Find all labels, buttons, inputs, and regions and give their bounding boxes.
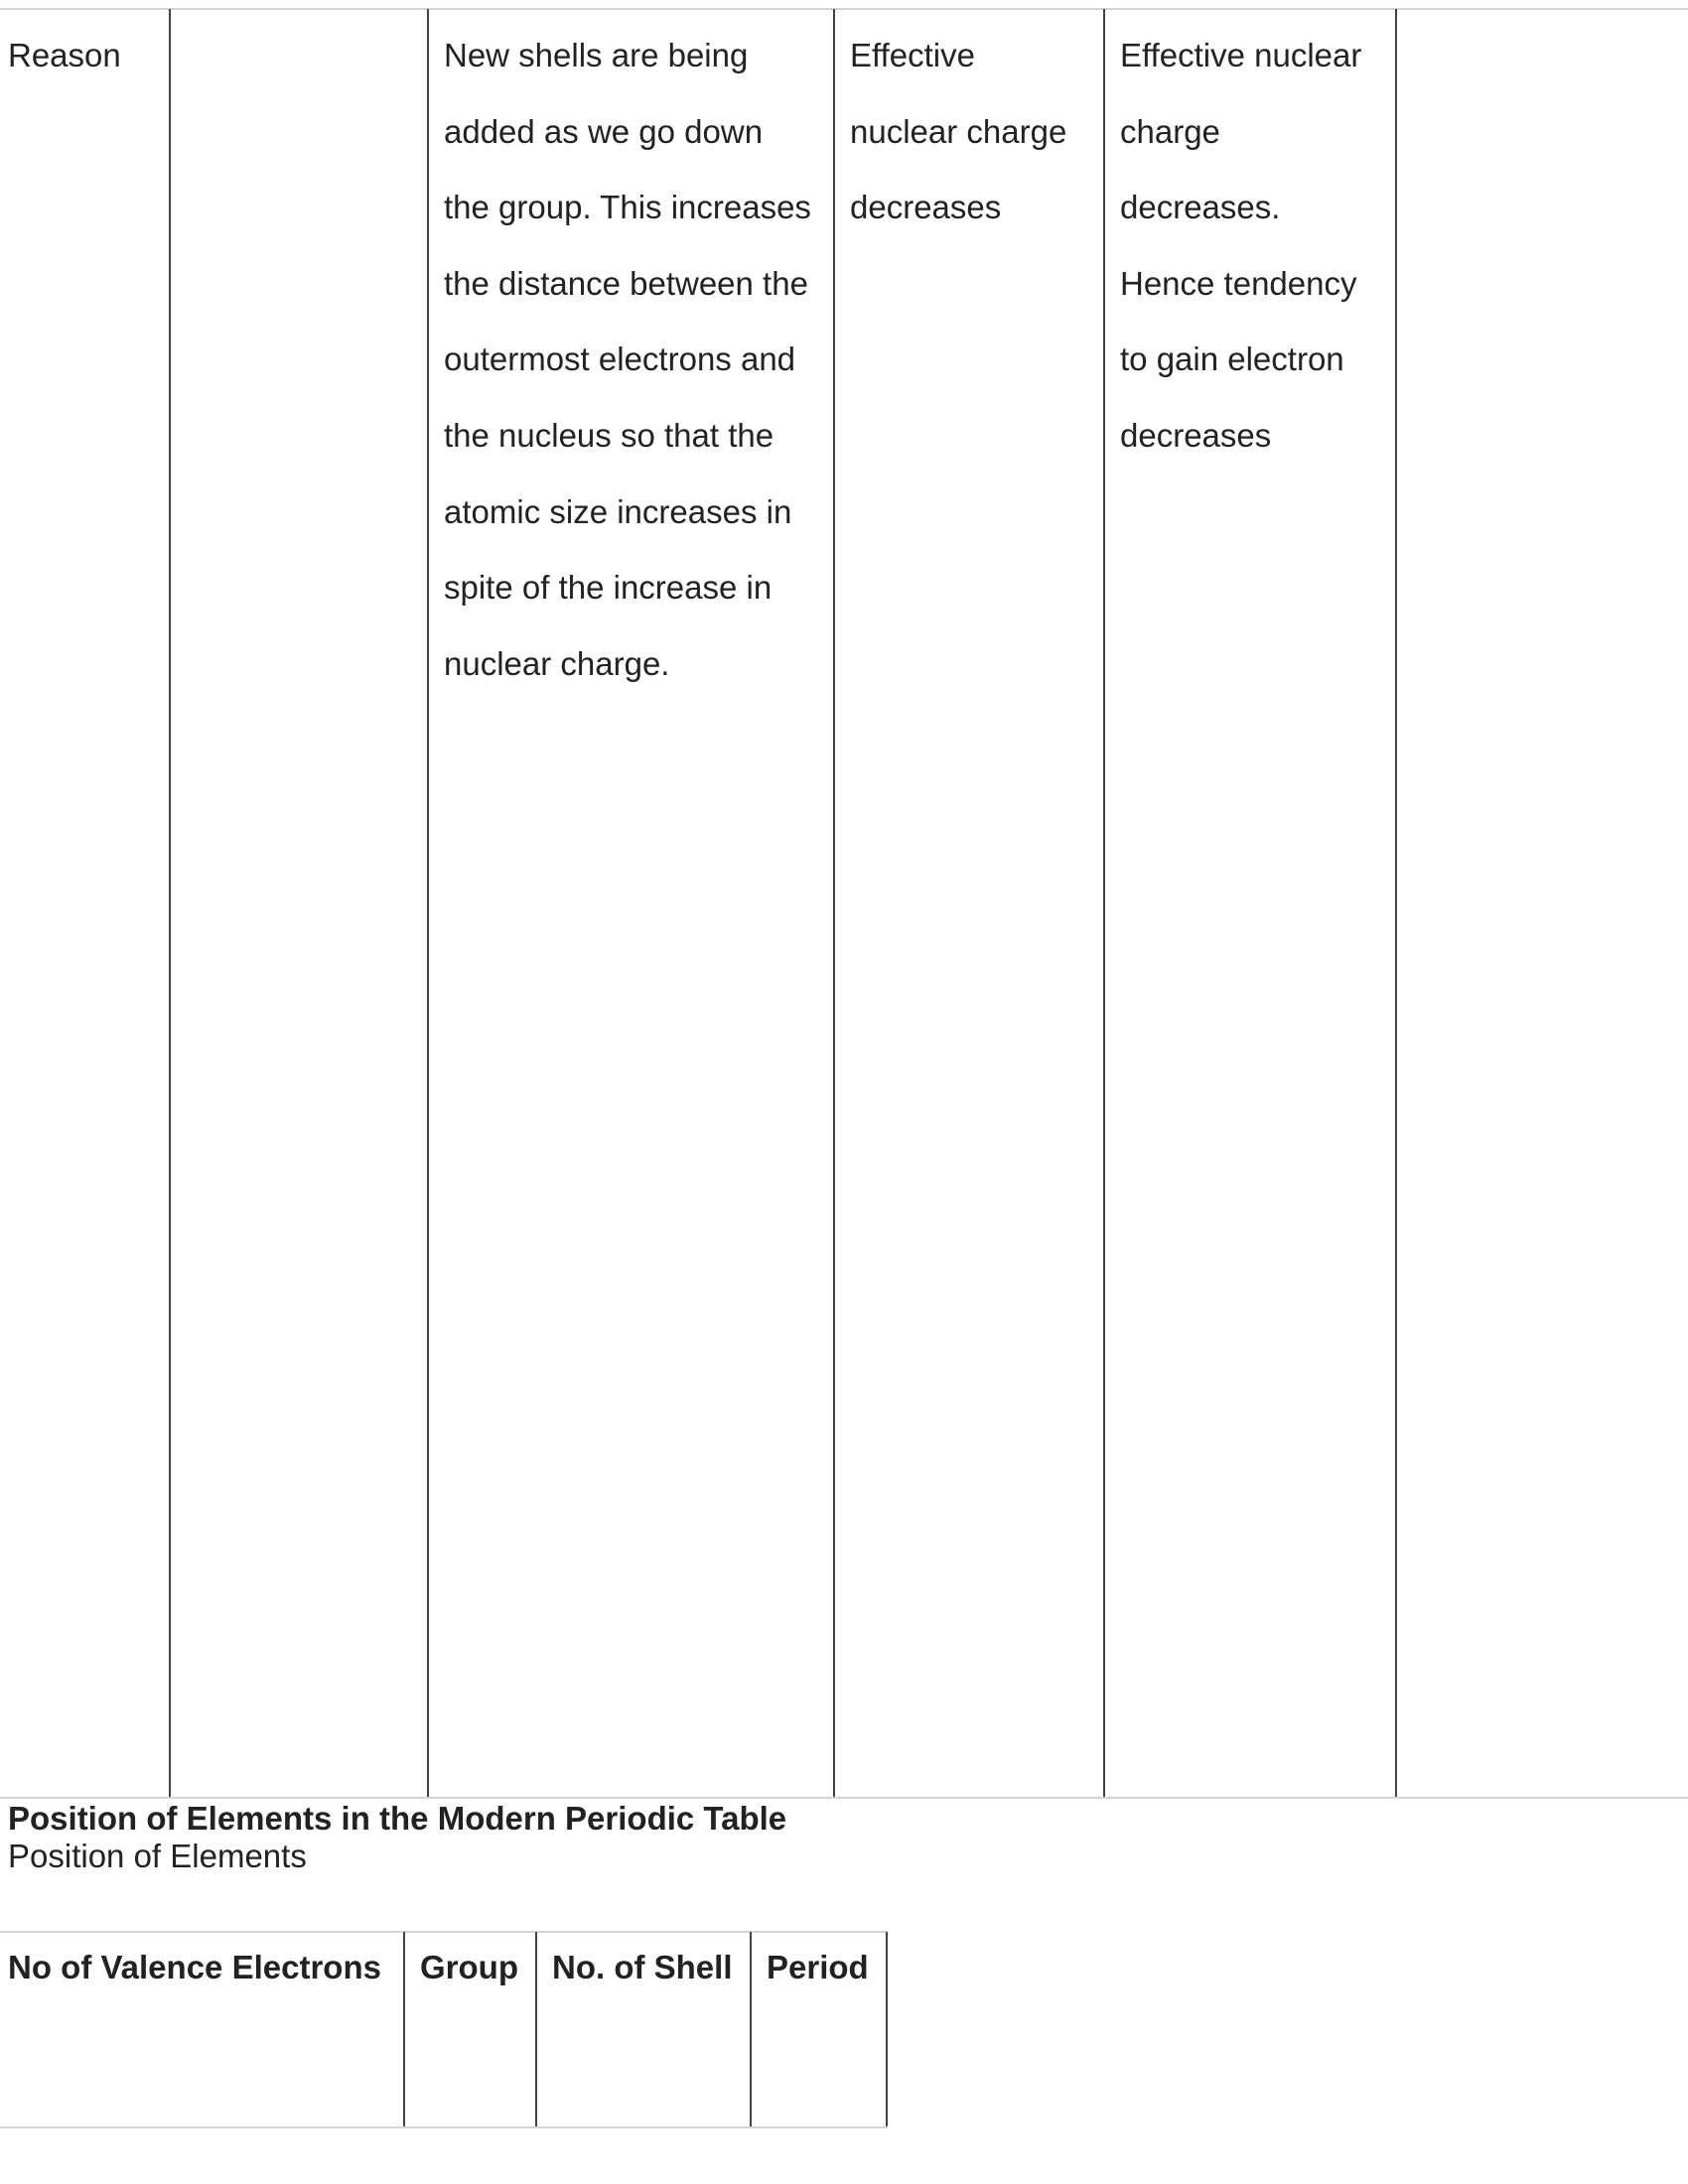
header-group: Group [420,1949,518,1985]
column-divider [886,1932,888,2127]
cell-line: spite of the increase in [444,569,773,607]
cell-line: charge [1120,112,1220,150]
column-divider [1103,9,1105,1797]
column-divider [169,9,171,1797]
table-top-border [0,8,1688,10]
cell-non-metallic-reason [1120,18,1361,475]
row-label-text: Reason [8,37,121,73]
column-divider [535,1932,537,2127]
header-period: Period [767,1949,869,1985]
cell-line: the group. This increases [444,189,811,226]
cell-line: added as we go down [444,112,764,150]
cell-line: decreases [850,189,1002,226]
cell-line: New shells are being [444,37,749,73]
cell-line: Hence tendency [1120,264,1357,302]
column-divider [403,1932,405,2127]
cell-line: nuclear charge [850,112,1067,150]
column-divider [833,9,835,1797]
column-divider [427,9,429,1797]
section-title: Position of Elements in the Modern Periodic Table [8,1800,787,1837]
cell-atomic-size-reason [444,18,811,702]
cell-line: atomic size increases in [444,492,792,530]
cell-line: Effective [850,37,975,73]
cell-line: decreases. [1120,189,1281,226]
section-subtitle: Position of Elements [8,1838,307,1874]
cell-line: Effective nuclear [1120,37,1362,73]
cell-line: the nucleus so that the [444,416,774,454]
cell-metallic-reason [850,18,1066,246]
cell-line: outermost electrons and [444,341,796,378]
cell-line: nuclear charge. [444,644,670,682]
cell-line: decreases [1120,416,1272,454]
table-bottom-border [0,2126,888,2128]
table-top-border [0,1931,888,1933]
cell-line: the distance between the [444,264,808,302]
header-no-of-shell: No. of Shell [552,1949,733,1985]
column-divider [1395,9,1397,1797]
cell-line: to gain electron [1120,341,1344,378]
header-valence-electrons: No of Valence Electrons [8,1949,381,1985]
row-label-reason [8,18,121,94]
column-divider [750,1932,752,2127]
